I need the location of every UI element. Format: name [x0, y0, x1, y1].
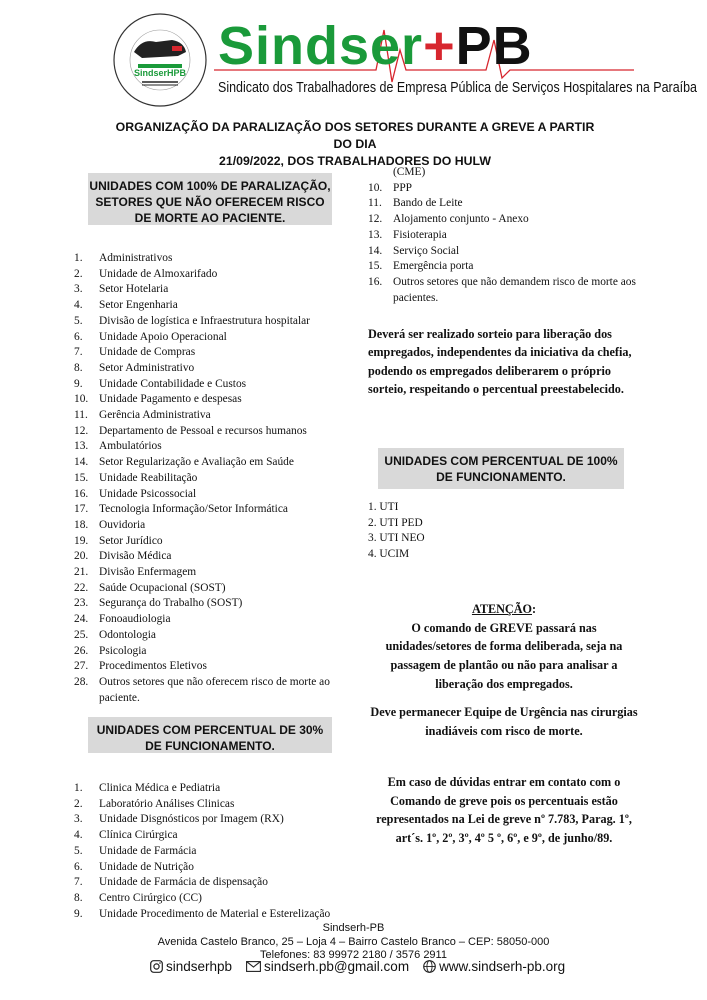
list-item: [74, 424, 344, 440]
list-item: [74, 330, 344, 346]
list-item-text: Serviço Social: [393, 244, 460, 257]
list-item-number: 9.: [74, 377, 83, 390]
list-item-number: 15.: [368, 260, 383, 273]
list-item: [74, 675, 344, 706]
list-item-text: Outros setores que não demandem risco de morte aos pacientes.: [393, 275, 636, 304]
list-item: [74, 844, 350, 860]
brand-wordmark: [214, 16, 697, 112]
doubts-contact-note: Em caso de dúvidas entrar em contato com o Comando de greve pois os percentuais estão representados na Lei de greve nº 7.783, Parag. 1º, art´s. 1º, 2º, 3º, 4º 5 º, 6º, e 9º, de junho/89.: [376, 775, 632, 846]
instagram-icon: [150, 960, 163, 973]
instagram-handle: sindserhpb: [166, 959, 233, 974]
list-item: 4. UCIM: [368, 548, 410, 561]
list-item: [74, 781, 350, 797]
footer: [0, 922, 707, 963]
list-item: [74, 596, 344, 612]
list-item-text: Unidade de Nutrição: [99, 860, 194, 873]
email-icon: [246, 961, 261, 972]
list-item-number: 5.: [74, 844, 83, 857]
attention-colon: :: [531, 602, 537, 616]
globe-icon: [423, 960, 436, 973]
list-item-text: Unidade Procedimento de Material e Esterelização: [99, 907, 331, 920]
list-item-number: 24.: [74, 613, 89, 626]
list-item-text: Clinica Médica e Pediatria: [99, 782, 221, 794]
document-title: [110, 119, 600, 170]
brand-name-part2: PB: [455, 16, 533, 76]
list-item: [74, 860, 350, 876]
email-address: sindserh.pb@gmail.com: [264, 959, 410, 974]
footer-contacts: [150, 959, 570, 974]
list-item-text: Unidade de Farmácia de dispensação: [99, 876, 268, 889]
brand-subtitle: Sindicato dos Trabalhadores de Empresa Pública de Serviços Hospitalares na Paraíba: [218, 80, 697, 96]
list-item-number: 26.: [74, 644, 89, 657]
list-item-number: 10.: [368, 181, 383, 194]
list-item-text: Unidade Psicossocial: [99, 487, 197, 500]
section-100-operation-list: [368, 500, 568, 563]
list-item-number: 4.: [74, 829, 83, 842]
list-item-text: Emergência porta: [393, 260, 474, 273]
list-item-text: Laboratório Análises Clinicas: [99, 797, 235, 810]
list-item-number: 3.: [74, 283, 83, 296]
list-item: 2. UTI PED: [368, 516, 423, 529]
list-item-number: 20.: [74, 550, 89, 563]
list-item-number: 10.: [74, 393, 89, 406]
list-item-number: 18.: [74, 518, 89, 531]
list-item-text: Procedimentos Eletivos: [99, 660, 207, 673]
section-30-percent-list: [74, 781, 350, 922]
list-item-text: Setor Administrativo: [99, 361, 195, 374]
list-item: [74, 361, 344, 377]
list-item: [74, 797, 350, 813]
instagram-contact[interactable]: [150, 959, 232, 974]
list-item-text: Unidade Apoio Operacional: [99, 330, 227, 343]
list-item: [74, 812, 350, 828]
list-item: [368, 259, 638, 275]
list-item: [74, 471, 344, 487]
list-item: [74, 628, 344, 644]
list-item-text: Saúde Ocupacional (SOST): [99, 581, 226, 594]
list-item-text: Unidade Pagamento e despesas: [99, 393, 242, 406]
list-item: [74, 518, 344, 534]
list-item: [368, 196, 638, 212]
footer-phones: Telefones: 83 99972 2180 / 3576 2911: [260, 949, 447, 961]
list-item-number: 15.: [74, 471, 89, 484]
list-item-text: Outros setores que não oferecem risco de morte ao paciente.: [99, 675, 330, 704]
list-item-number: 1.: [74, 782, 83, 794]
urgency-team-note: Deve permanecer Equipe de Urgência nas cirurgias inadiáveis com risco de morte.: [370, 705, 638, 738]
list-item: [74, 282, 344, 298]
footer-address: Avenida Castelo Branco, 25 – Loja 4 – Bairro Castelo Branco – CEP: 58050-000: [157, 935, 550, 948]
section-30-percent-heading: UNIDADES COM PERCENTUAL DE 30% DE FUNCIONAMENTO.: [88, 717, 332, 753]
brand-name-part1: Sindser: [218, 16, 424, 76]
list-item-text: Ambulatórios: [99, 440, 162, 453]
list-item: 3. UTI NEO: [368, 532, 425, 545]
list-item-number: 8.: [74, 891, 83, 904]
list-item-number: 17.: [74, 503, 89, 516]
list-item: [368, 181, 638, 197]
list-item-number: 7.: [74, 346, 83, 359]
list-item-number: 6.: [74, 330, 83, 343]
list-item: [74, 267, 344, 283]
list-item: [368, 212, 638, 228]
list-item-text: Departamento de Pessoal e recursos humanos: [99, 424, 307, 437]
list-item-number: 3.: [74, 813, 83, 826]
union-seal-logo: [112, 12, 208, 108]
svg-text:SindserHPB: SindserHPB: [133, 68, 187, 78]
list-item-number: 6.: [74, 860, 83, 873]
list-item-number: 21.: [74, 566, 89, 579]
list-item-number: 25.: [74, 628, 89, 641]
list-item: [74, 659, 344, 675]
list-item-number: 11.: [74, 409, 88, 422]
list-item-number: 4.: [74, 299, 83, 312]
hospital-cross-icon: +: [423, 16, 456, 76]
section-100-stoppage-heading: UNIDADES COM 100% DE PARALIZAÇÃO, SETORES QUE NÃO OFERECEM RISCO DE MORTE AO PACIENTE.: [88, 173, 332, 225]
list-item-text: Bando de Leite: [393, 197, 463, 210]
list-item: [74, 534, 344, 550]
list-item-text: Unidade de Almoxarifado: [99, 267, 218, 280]
list-item-number: 14.: [74, 456, 89, 469]
list-item-number: 11.: [368, 197, 382, 210]
list-item-number: 1.: [74, 252, 83, 264]
list-item: [74, 345, 344, 361]
list-item: [74, 487, 344, 503]
list-item: [74, 549, 344, 565]
list-item-text: Unidade Disgnósticos por Imagem (RX): [99, 813, 284, 826]
list-item-number: 12.: [368, 213, 383, 226]
list-item: [74, 377, 344, 393]
list-item-text: Divisão Médica: [99, 550, 172, 563]
list-item-text: Tecnologia Informação/Setor Informática: [99, 503, 288, 516]
list-item-number: 28.: [74, 675, 89, 688]
brand-name: [218, 14, 533, 78]
list-item-text: Unidade Contabilidade e Custos: [99, 377, 247, 390]
list-item-number: 12.: [74, 424, 89, 437]
list-item: [74, 392, 344, 408]
list-item: [74, 891, 350, 907]
list-item-text: Fonoaudiologia: [99, 613, 171, 626]
list-item: [368, 228, 638, 244]
title-line-1: ORGANIZAÇÃO DA PARALIZAÇÃO DOS SETORES DURANTE A GREVE A PARTIR DO DIA: [115, 120, 595, 151]
list-item: [74, 828, 350, 844]
letterhead: [0, 0, 707, 110]
section-30-percent-list-continued: [368, 165, 638, 306]
list-item-text: Gerência Administrativa: [99, 409, 211, 422]
list-item-text: Setor Regularização e Avaliação em Saúde: [99, 456, 294, 469]
attention-notice: [368, 600, 640, 694]
list-item: [368, 244, 638, 260]
list-item: [74, 907, 350, 923]
list-item-number: 13.: [74, 440, 89, 453]
list-item: [74, 644, 344, 660]
list-item-text: Unidade Reabilitação: [99, 471, 198, 484]
list-item-text: Fisioterapia: [393, 228, 447, 241]
section-100-stoppage-list: [74, 251, 344, 706]
list-item-number: 23.: [74, 597, 89, 610]
list-item-number: 14.: [368, 244, 383, 257]
title-line-2: 21/09/2022, DOS TRABALHADORES DO HULW: [219, 154, 491, 168]
list-item-text: Ouvidoria: [99, 518, 146, 531]
list-item: [368, 165, 638, 181]
list-item-number: 8.: [74, 361, 83, 374]
list-item-text: PPP: [393, 181, 413, 194]
lottery-note: Deverá ser realizado sorteio para liberação dos empregados, independentes da iniciativa da chefia, podendo os empregados deliberarem o próprio sorteio, respeitando o percentual preestabelecido.: [368, 327, 632, 396]
list-item-number: 7.: [74, 876, 83, 889]
list-item-text: Centro Cirúrgico (CC): [99, 891, 202, 904]
list-item: [74, 565, 344, 581]
list-item-text: Administrativos: [99, 252, 173, 264]
list-item: 1. UTI: [368, 501, 399, 513]
attention-title: ATENÇÃO: [471, 602, 532, 616]
list-item-text: Clínica Cirúrgica: [99, 829, 178, 842]
list-item-number: 13.: [368, 228, 383, 241]
list-item-text: Odontologia: [99, 628, 156, 641]
list-item: [74, 581, 344, 597]
list-item: [74, 439, 344, 455]
list-item: [74, 298, 344, 314]
list-item-number: 19.: [74, 534, 89, 547]
list-item: [74, 455, 344, 471]
list-item-number: 22.: [74, 581, 89, 594]
list-item: [74, 251, 344, 267]
section-100-operation-heading: UNIDADES COM PERCENTUAL DE 100% DE FUNCIONAMENTO.: [378, 448, 624, 489]
list-item-text: Segurança do Trabalho (SOST): [99, 597, 243, 610]
list-item: [74, 875, 350, 891]
attention-text: O comando de GREVE passará nas unidades/setores de forma deliberada, seja na passagem de plantão ou não para analisar a liberação dos empregados.: [385, 620, 623, 691]
list-item: [74, 612, 344, 628]
list-item-text: Psicologia: [99, 644, 147, 657]
list-item-number: 27.: [74, 660, 89, 673]
list-item-text: Divisão de logística e Infraestrutura hospitalar: [99, 314, 310, 327]
list-item-text: Setor Jurídico: [99, 534, 163, 547]
list-item-number: 2.: [74, 267, 83, 280]
list-item-text: Unidade de Compras: [99, 346, 196, 359]
list-item-number: 2.: [74, 797, 83, 810]
list-item-number: 16.: [368, 275, 383, 288]
list-item-text: Setor Hotelaria: [99, 283, 169, 296]
list-item-number: 9.: [74, 907, 83, 920]
list-item: [74, 314, 344, 330]
list-item: [368, 275, 638, 306]
list-item-number: 5.: [74, 314, 83, 327]
list-item-text: (CME): [393, 166, 426, 178]
email-contact[interactable]: [246, 959, 409, 974]
list-item-text: Setor Engenharia: [99, 299, 178, 312]
list-item-text: Divisão Enfermagem: [99, 566, 197, 579]
website-contact[interactable]: [423, 959, 565, 974]
list-item: [74, 502, 344, 518]
footer-name: Sindserh-PB: [322, 922, 385, 934]
list-item-number: 16.: [74, 487, 89, 500]
list-item-text: Unidade de Farmácia: [99, 844, 197, 857]
website-url: www.sindserh-pb.org: [439, 959, 566, 974]
list-item: [74, 408, 344, 424]
list-item-text: Alojamento conjunto - Anexo: [393, 213, 529, 226]
